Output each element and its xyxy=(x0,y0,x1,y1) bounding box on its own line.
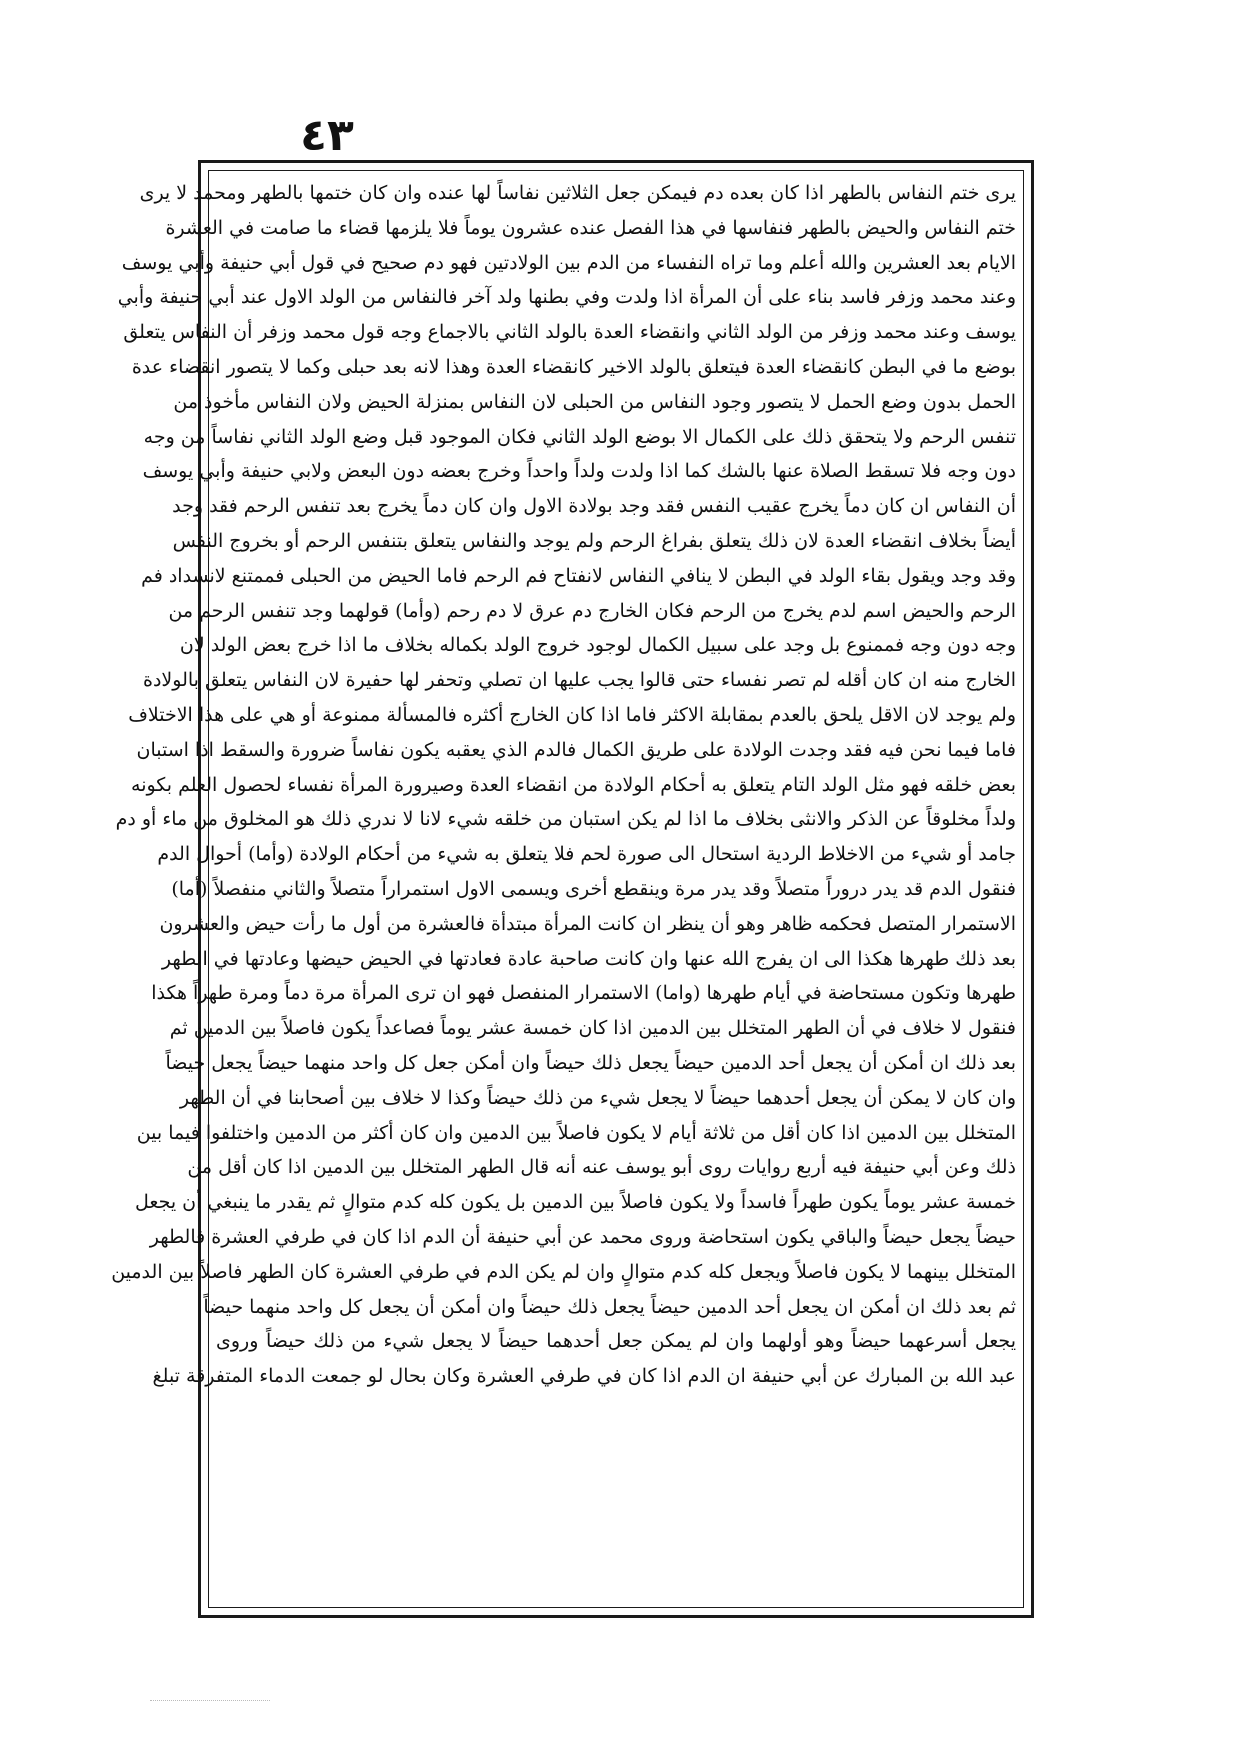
text-line: فنقول لا خلاف في أن الطهر المتخلل بين الدمين اذا كان خمسة عشر يوماً فصاعداً يكون فاصلاً بين الدمين ثم xyxy=(169,1017,1016,1040)
text-line: جامد أو شيء من الاخلاط الردية استحال الى صورة لحم فلا يتعلق به شيء من أحكام الولادة (وأما) أحوال الدم xyxy=(157,843,1016,866)
text-line: حيضاً يجعل حيضاً والباقي يكون استحاضة وروى محمد عن أبي حنيفة أن الدم اذا كان في طرفي العشرة فالطهر xyxy=(149,1225,1016,1248)
text-line: بوضع ما في البطن كانقضاء العدة فيتعلق بالولد الاخير كانقضاء العدة وهذا لانه بعد حبلى وكما لا يتصور انقضاء عدة xyxy=(131,355,1016,378)
text-line: ثم بعد ذلك ان أمكن ان يجعل أحد الدمين حيضاً يجعل ذلك حيضاً وان أمكن أن يجعل كل واحد منهما حيضاً xyxy=(203,1295,1016,1318)
text-line: طهرها وتكون مستحاضة في أيام طهرها (واما) الاستمرار المنفصل فهو ان ترى المرأة مرة دماً ومرة طهراً هكذا xyxy=(151,982,1016,1005)
text-line: وعند محمد وزفر فاسد بناء على أن المرأة اذا ولدت وفي بطنها ولد آخر فالنفاس من الولد الاول عند أبي حنيفة وأبي xyxy=(117,286,1016,309)
text-line: ولداً مخلوقاً عن الذكر والانثى بخلاف ما اذا لم يكن استبان من خلقه شيء لانا لا ندري ذلك هو المخلوق من ماء أو دم xyxy=(115,808,1016,831)
text-line: تنفس الرحم ولا يتحقق ذلك على الكمال الا بوضع الولد الثاني فكان الموجود قبل وضع الولد الثاني نفاساً من وجه xyxy=(143,425,1016,448)
text-line: بعد ذلك ان أمكن أن يجعل أحد الدمين حيضاً يجعل ذلك حيضاً وان أمكن جعل كل واحد منهما حيضاً يجعل حيضاً xyxy=(165,1051,1016,1074)
text-line: ختم النفاس والحيض بالطهر فنفاسها في هذا الفصل عنده عشرون يوماً فلا يلزمها قضاء ما صامت في العشرة xyxy=(165,216,1016,239)
text-line: وقد وجد ويقول بقاء الولد في البطن لا ينافي النفاس لانفتاح فم الرحم فاما الحيض من الحبلى فممتنع لانسداد فم xyxy=(141,564,1016,587)
main-text-body xyxy=(111,176,1016,1602)
text-line: دون وجه فلا تسقط الصلاة عنها بالشك كما اذا ولدت ولداً واحداً وخرج بعضه دون البعض ولابي حنيفة وأبي يوسف xyxy=(142,460,1016,483)
text-line: فنقول الدم قد يدر دروراً متصلاً وقد يدر مرة وينقطع أخرى ويسمى الاول استمراراً متصلاً والثاني منفصلاً (أما) xyxy=(171,877,1016,900)
text-line: وان كان لا يمكن أن يجعل أحدهما حيضاً لا يجعل شيء من ذلك حيضاً وكذا لا خلاف بين أصحابنا في أن الطهر xyxy=(179,1086,1016,1109)
text-line: وجه دون وجه فممنوع بل وجد على سبيل الكمال لوجود خروج الولد بكماله بخلاف ما اذا خرج بعض الولد لان xyxy=(179,634,1016,657)
text-line: بعد ذلك طهرها هكذا الى ان يفرج الله عنها وان كانت صاحبة عادة فعادتها في الحيض حيضها وعادتها في الطهر xyxy=(161,947,1016,970)
text-line: المتخلل بينهما لا يكون فاصلاً ويجعل كله كدم متوالٍ وان لم يكن الدم في طرفي العشرة كان الطهر فاصلاً بين الدمين xyxy=(111,1260,1016,1283)
text-line: ذلك وعن أبي حنيفة فيه أربع روايات روى أبو يوسف عنه أنه قال الطهر المتخلل بين الدمين اذا كان أقل من xyxy=(187,1156,1016,1179)
text-line: الرحم والحيض اسم لدم يخرج من الرحم فكان الخارج دم عرق لا دم رحم (وأما) قولهما وجد تنفس الرحم من xyxy=(168,599,1016,622)
text-line: يرى ختم النفاس بالطهر اذا كان بعده دم فيمكن جعل الثلاثين نفاساً لها عنده وان كان ختمها بالطهر ومحمد لا يرى xyxy=(139,182,1016,204)
text-line: يجعل أسرعهما حيضاً وهو أولهما وان لم يمكن جعل أحدهما حيضاً لا يجعل شيء من ذلك حيضاً وروى xyxy=(216,1330,1016,1353)
text-line: يوسف وعند محمد وزفر من الولد الثاني وانقضاء العدة بالولد الثاني بالاجماع وجه قول محمد وزفر أن النفاس يتعلق xyxy=(123,321,1016,344)
text-line: أن النفاس ان كان دماً يخرج عقيب النفس فقد وجد بولادة الاول وان كان دماً يخرج بعد تنفس الرحم فقد وجد xyxy=(172,495,1016,518)
text-line: عبد الله بن المبارك عن أبي حنيفة ان الدم اذا كان في طرفي العشرة وكان بحال لو جمعت الدماء المتفرقة تبلغ xyxy=(152,1365,1016,1388)
page-number: ٤٣ xyxy=(300,110,354,161)
text-line: خمسة عشر يوماً يكون طهراً فاسداً ولا يكون فاصلاً بين الدمين بل يكون كله كدم متوالٍ ثم يقدر ما ينبغي أن يجعل xyxy=(135,1191,1016,1214)
text-line: الخارج منه ان كان أقله لم تصر نفساء حتى قالوا يجب عليها ان تصلي وتحفر لها حفيرة لان النفاس يتعلق بالولادة xyxy=(143,669,1016,692)
text-line: الحمل بدون وضع الحمل لا يتصور وجود النفاس من الحبلى لان النفاس بمنزلة الحيض ولان النفاس مأخوذ من xyxy=(173,390,1016,413)
text-line: الايام بعد العشرين والله أعلم وما تراه النفساء من الدم بين الولادتين فهو دم صحيح في قول أبي حنيفة وأبي يوسف xyxy=(121,251,1016,274)
text-line: فاما فيما نحن فيه فقد وجدت الولادة على طريق الكمال فالدم الذي يعقبه يكون نفاساً ضرورة والسقط اذا استبان xyxy=(136,738,1016,761)
text-line: المتخلل بين الدمين اذا كان أقل من ثلاثة أيام لا يكون فاصلاً بين الدمين وان كان أكثر من الدمين واختلفوا فيما بين xyxy=(136,1121,1016,1144)
text-line: بعض خلقه فهو مثل الولد التام يتعلق به أحكام الولادة من انقضاء العدة وصيرورة المرأة نفساء لحصول العلم بكونه xyxy=(131,773,1016,796)
text-line: أيضاً بخلاف انقضاء العدة لان ذلك يتعلق بفراغ الرحم ولم يوجد والنفاس يتعلق بتنفس الرحم أو بخروج النفس xyxy=(172,529,1016,552)
text-line: الاستمرار المتصل فحكمه ظاهر وهو أن ينظر ان كانت المرأة مبتدأة فالعشرة من أول ما رأت حيض والعشرون xyxy=(159,912,1016,935)
margin-scan-dots xyxy=(150,1700,270,1705)
text-line: ولم يوجد لان الاقل يلحق بالعدم بمقابلة الاكثر فاما اذا كان الخارج أكثره فالمسألة ممنوعة أو هي على هذا الاختلاف xyxy=(128,703,1016,726)
